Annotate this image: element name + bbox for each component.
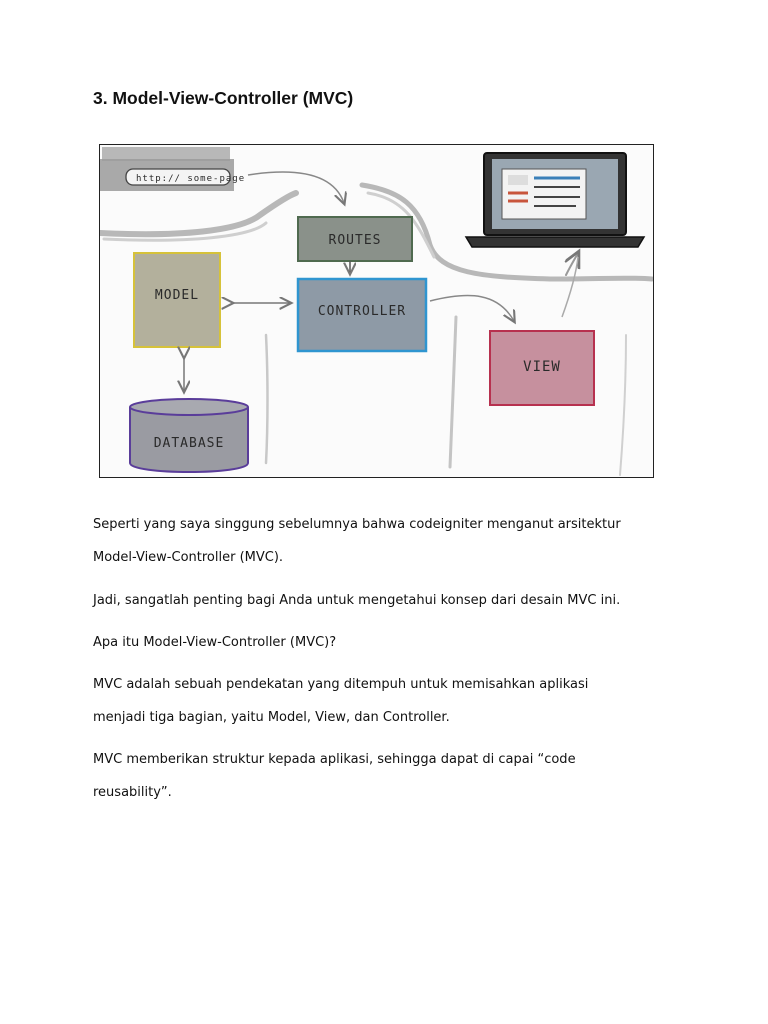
routes-label: ROUTES — [328, 233, 382, 248]
controller-box — [298, 279, 426, 351]
paragraph-2 — [93, 584, 693, 617]
paragraph-3-line-1: Apa itu Model-View-Controller (MVC)? — [93, 635, 337, 650]
view-label: VIEW — [523, 359, 561, 375]
database-label: DATABASE — [153, 436, 225, 451]
section-heading: 3. Model-View-Controller (MVC) — [93, 88, 354, 108]
routes-box — [298, 217, 412, 261]
paragraph-2-line-1: Jadi, sangatlah penting bagi Anda untuk mengetahui konsep dari desain MVC ini. — [93, 593, 621, 608]
paragraph-4 — [93, 668, 693, 734]
mvc-diagram-figure — [99, 144, 654, 478]
paragraph-5 — [93, 743, 693, 809]
paragraph-1-line-1: Seperti yang saya singgung sebelumnya bahwa codeigniter menganut arsitektur — [93, 517, 621, 532]
paragraph-1 — [93, 508, 693, 574]
laptop-icon — [466, 153, 644, 247]
browser-url-bar — [100, 147, 245, 191]
paragraph-4-line-1: MVC adalah sebuah pendekatan yang ditempuh untuk memisahkan aplikasi — [93, 677, 589, 692]
model-box — [134, 253, 220, 347]
url-text: http:// some-page — [136, 174, 246, 184]
database-cylinder — [130, 399, 248, 472]
view-box — [490, 331, 594, 405]
paragraph-5-line-1: MVC memberikan struktur kepada aplikasi, sehingga dapat di capai “code — [93, 752, 576, 767]
controller-label: CONTROLLER — [317, 304, 407, 319]
paragraph-4-line-2: menjadi tiga bagian, yaitu Model, View, dan Controller. — [93, 710, 450, 725]
paragraph-3 — [93, 626, 693, 659]
paragraph-5-line-2: reusability”. — [93, 785, 172, 800]
paragraph-1-line-2: Model-View-Controller (MVC). — [93, 550, 284, 565]
mvc-diagram — [100, 145, 653, 477]
model-label: MODEL — [154, 288, 200, 303]
